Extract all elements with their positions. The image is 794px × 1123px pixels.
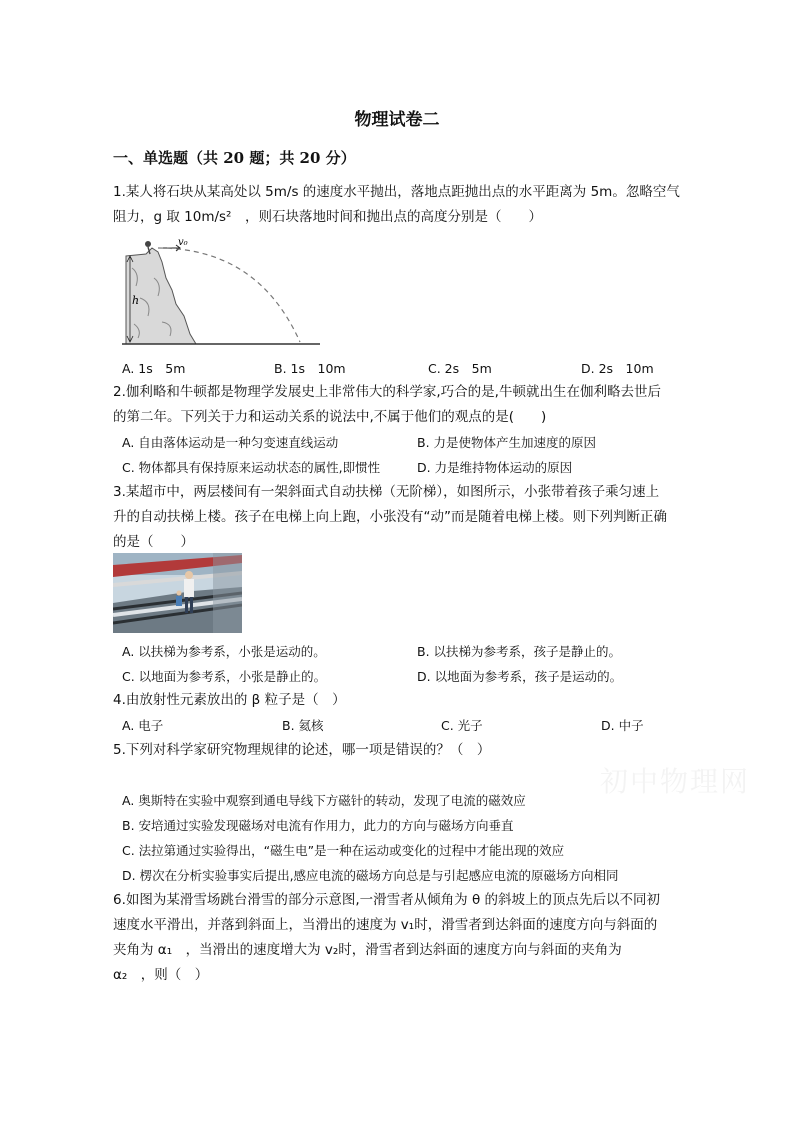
q5-option-b[interactable]: B. 安培通过实验发现磁场对电流有作用力，此力的方向与磁场方向垂直 <box>122 818 514 833</box>
child-icon <box>177 591 182 596</box>
q1-projectile-figure <box>118 238 323 350</box>
q1-text-line-1: 1.某人将石块从某高处以 5m/s 的速度水平抛出，落地点距抛出点的水平距离为 5m。忽略空气 <box>113 184 680 200</box>
q1-option-d[interactable]: D. 2s 10m <box>581 361 654 376</box>
q1-text-line-2: 阻力，g 取 10m/s² ，则石块落地时间和抛出点的高度分别是（ ） <box>113 209 542 225</box>
q5-text-line-1: 5.下列对科学家研究物理规律的论述，哪一项是错误的？（ ） <box>113 742 491 758</box>
person-icon <box>185 571 193 579</box>
thrower-icon <box>145 241 151 247</box>
q3-text-line-2: 升的自动扶梯上楼。孩子在电梯上向上跑，小张没有“动”而是随着电梯上楼。则下列判断正确 <box>113 509 667 525</box>
q2-option-d[interactable]: D. 力是维持物体运动的原因 <box>417 460 573 475</box>
page-title: 物理试卷二 <box>354 110 440 130</box>
q2-option-b[interactable]: B. 力是使物体产生加速度的原因 <box>417 435 597 450</box>
q1-option-a[interactable]: A. 1s 5m <box>122 361 186 376</box>
section-heading: 一、单选题（共 20 题；共 20 分） <box>113 149 356 167</box>
q6-text-line-2: 速度水平滑出，并落到斜面上，当滑出的速度为 v₁时，滑雪者到达斜面的速度方向与斜面的 <box>113 917 658 933</box>
q3-option-d[interactable]: D. 以地面为参考系，孩子是运动的。 <box>417 669 623 684</box>
q4-option-d[interactable]: D. 中子 <box>601 718 644 733</box>
q2-option-a[interactable]: A. 自由落体运动是一种匀变速直线运动 <box>122 435 339 450</box>
q3-option-b[interactable]: B. 以扶梯为参考系，孩子是静止的。 <box>417 644 622 659</box>
q1-option-c[interactable]: C. 2s 5m <box>428 361 492 376</box>
q4-option-b[interactable]: B. 氦核 <box>282 718 324 733</box>
q3-text-line-1: 3.某超市中，两层楼间有一架斜面式自动扶梯（无阶梯），如图所示，小张带着孩子乘匀速上 <box>113 484 660 500</box>
q5-option-c[interactable]: C. 法拉第通过实验得出，“磁生电”是一种在运动或变化的过程中才能出现的效应 <box>122 843 565 858</box>
q4-text-line-1: 4.由放射性元素放出的 β 粒子是（ ） <box>113 692 346 708</box>
q3-option-a[interactable]: A. 以扶梯为参考系，小张是运动的。 <box>122 644 326 659</box>
q3-escalator-photo <box>113 553 242 633</box>
q4-option-c[interactable]: C. 光子 <box>441 718 483 733</box>
q6-text-line-1: 6.如图为某滑雪场跳台滑雪的部分示意图,一滑雪者从倾角为 θ 的斜坡上的顶点先后以不同初 <box>113 892 661 908</box>
watermark: 初中物理网 <box>600 765 751 798</box>
q2-text-line-1: 2.伽利略和牛顿都是物理学发展史上非常伟大的科学家,巧合的是,牛顿就出生在伽利略去世后 <box>113 384 661 400</box>
q5-option-a[interactable]: A. 奥斯特在实验中观察到通电导线下方磁针的转动，发现了电流的磁效应 <box>122 793 526 808</box>
q2-text-line-2: 的第二年。下列关于力和运动关系的说法中,不属于他们的观点的是( ) <box>113 409 547 425</box>
q4-option-a[interactable]: A. 电子 <box>122 718 164 733</box>
q6-text-line-3: 夹角为 α₁ ，当滑出的速度增大为 v₂时，滑雪者到达斜面的速度方向与斜面的夹角为 <box>113 942 622 958</box>
q3-text-line-3: 的是（ ） <box>113 534 194 550</box>
q1-option-b[interactable]: B. 1s 10m <box>274 361 346 376</box>
q5-option-d[interactable]: D. 楞次在分析实验事实后提出,感应电流的磁场方向总是与引起感应电流的原磁场方向相同 <box>122 868 619 883</box>
q3-option-c[interactable]: C. 以地面为参考系，小张是静止的。 <box>122 669 327 684</box>
q1-velocity-label: v₀ <box>178 238 188 248</box>
q6-text-line-4: α₂ ，则（ ） <box>113 967 209 983</box>
q1-height-label: h <box>132 294 140 307</box>
q2-option-c[interactable]: C. 物体都具有保持原来运动状态的属性,即惯性 <box>122 460 381 475</box>
